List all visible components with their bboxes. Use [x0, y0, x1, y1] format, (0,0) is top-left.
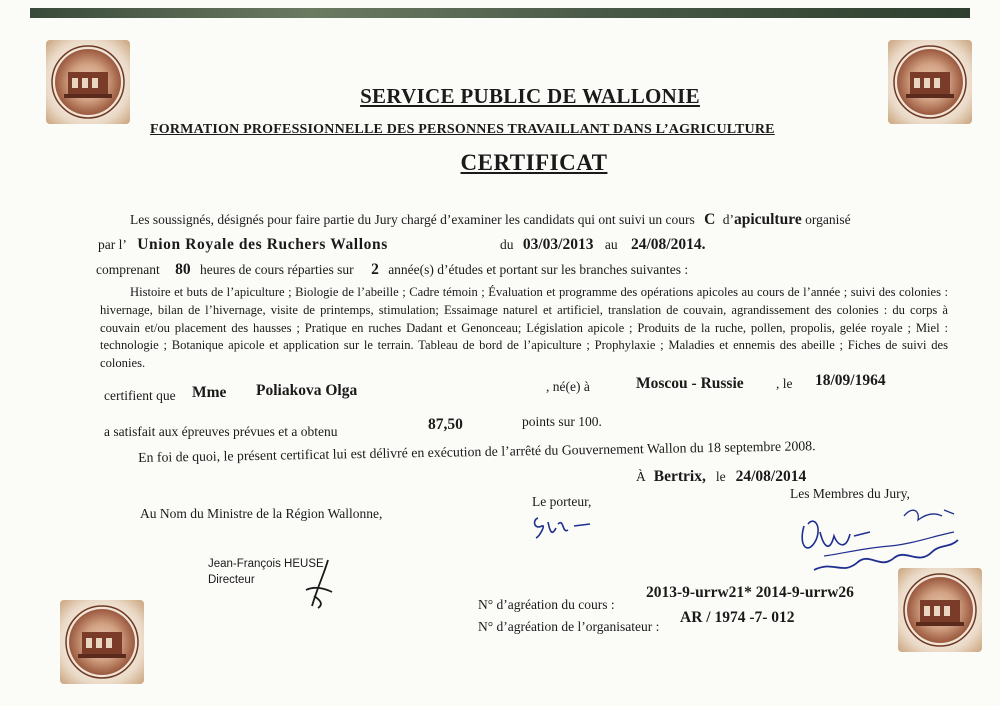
director-signature — [300, 556, 340, 612]
course-agreement-value: 2013-9-urrw21* 2014-9-urrw26 — [646, 584, 854, 601]
birthplace: Moscou - Russie — [636, 375, 744, 392]
conclusion-text: En foi de quoi, le présent certificat lui est délivré en exécution de l’arrêté du Gouvernement Wallon du 18 septembre 2008. — [138, 438, 816, 465]
hours-text: heures de cours réparties sur — [199, 262, 354, 277]
seal-top-right — [888, 40, 972, 124]
top-scan-border — [30, 8, 970, 18]
course-hours: 80 — [175, 261, 191, 278]
course-agreement-label: N° d’agréation du cours : — [478, 597, 615, 612]
intro-text-organise: organisé — [805, 212, 851, 227]
ministre-label: Au Nom du Ministre de la Région Wallonne, — [140, 506, 383, 521]
course-name: apiculture — [733, 211, 802, 228]
course-years: 2 — [371, 261, 379, 278]
candidate-title: Mme — [192, 384, 227, 401]
start-date: 03/03/2013 — [522, 236, 594, 253]
score-suffix: points sur 100. — [522, 414, 602, 429]
date-range — [500, 236, 706, 254]
place-prefix: À — [636, 469, 646, 484]
certify-label: certifient que — [104, 388, 176, 403]
certificate-heading: CERTIFICAT — [460, 150, 608, 175]
place-date — [636, 468, 806, 486]
comprenant-label: comprenant — [96, 262, 160, 277]
score-value: 87,50 — [428, 416, 463, 433]
page-subtitle: FORMATION PROFESSIONNELLE DES PERSONNES TRAVAILLANT DANS L’AGRICULTURE — [150, 122, 775, 137]
birthdate-label: , le — [776, 376, 793, 391]
intro-text: Les soussignés, désignés pour faire partie du Jury chargé d’examiner les candidats qui ont suivi un cours — [130, 212, 695, 227]
du-label: du — [500, 237, 514, 252]
jury-label: Les Membres du Jury, — [790, 486, 910, 501]
org-agreement-value: AR / 1974 -7- 012 — [680, 609, 795, 626]
candidate-name: Poliakova Olga — [256, 382, 358, 399]
issue-date: 24/08/2014 — [735, 468, 807, 485]
intro-line-2 — [98, 236, 388, 254]
years-text: année(s) d’études et portant sur les branches suivantes : — [388, 262, 689, 277]
place-name: Bertrix, — [653, 468, 706, 485]
date-prefix: le — [715, 469, 726, 484]
porteur-label: Le porteur, — [532, 494, 592, 509]
intro-line-3 — [96, 261, 688, 279]
au-label: au — [604, 237, 618, 252]
born-label: , né(e) à — [546, 379, 590, 394]
birthdate: 18/09/1964 — [815, 372, 886, 389]
org-agreement-label: N° d’agréation de l’organisateur : — [478, 619, 660, 634]
par-label: par l’ — [98, 237, 126, 252]
director-name: Jean-François HEUSE — [208, 558, 324, 570]
course-letter: C — [704, 211, 716, 228]
organizer-name: Union Royale des Ruchers Wallons — [137, 236, 388, 253]
intro-line-1 — [130, 211, 851, 229]
seal-top-left — [46, 40, 130, 124]
intro-text-d: d’ — [722, 212, 734, 227]
page-title: SERVICE PUBLIC DE WALLONIE — [360, 84, 700, 108]
end-date: 24/08/2014. — [631, 236, 706, 253]
bearer-signature — [530, 508, 600, 544]
branches-paragraph: Histoire et buts de l’apiculture ; Biologie de l’abeille ; Cadre témoin ; Évaluation et programme des opérations apicoles au cours de l’année ; suivi des colonies : hivernage, bilan de l’hivernage, visite de printemps, stimulation; Essaimage naturel et artificiel, translation de couvain, agrandissement des colonies : du corps à couvain et/ou placement des hausses ; Pratique en ruches Dadant et Genonceau; Législation apicole ; Produits de la ruche, pollen, propolis, gelée royale ; Miel : technologie ; Botanique apicole et application sur le terrain. Tableau de bord de l’apiculture ; Prophylaxie ; Maladies et ennemis des abeille ; Fiches de suivi des colonies. — [100, 285, 948, 371]
seal-bottom-left — [60, 600, 144, 684]
director-title: Directeur — [208, 574, 255, 586]
result-label: a satisfait aux épreuves prévues et a obtenu — [104, 424, 338, 439]
jury-signatures — [794, 496, 966, 586]
